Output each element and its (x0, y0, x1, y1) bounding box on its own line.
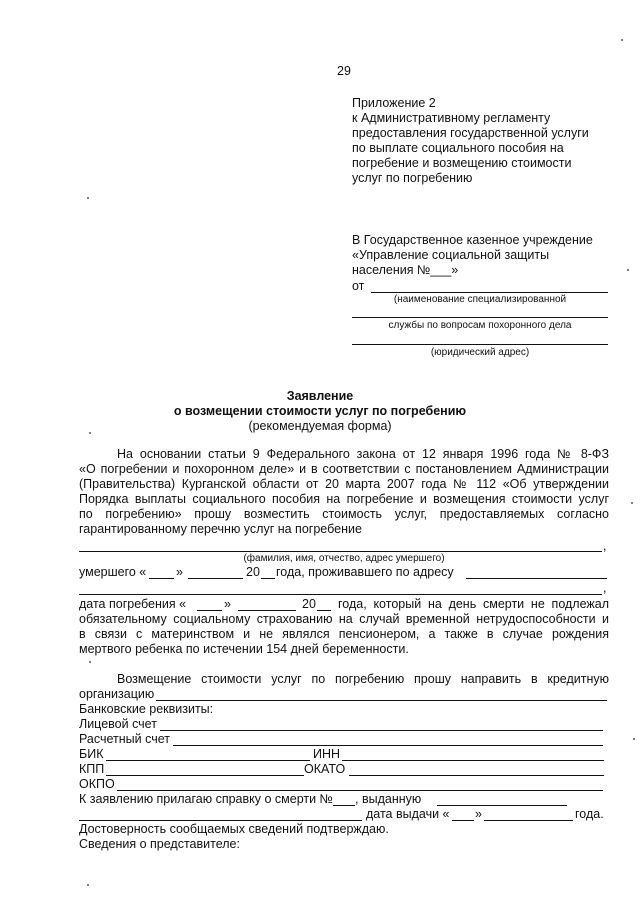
residence-address-line[interactable] (466, 578, 607, 579)
organization-label: организацию (79, 687, 155, 701)
scan-speck (87, 884, 89, 886)
appendix-line: по выплате социального пособия на (352, 141, 564, 155)
residence-label: года, проживавшего по адресу (276, 565, 454, 579)
certificate-number-line[interactable] (333, 805, 355, 806)
kpp-label: КПП (79, 762, 105, 776)
okpo-line[interactable] (117, 790, 603, 791)
issue-date-label: дата выдачи « (366, 807, 450, 821)
caption-service-name: (наименование специализированной (393, 294, 567, 305)
service-field-line[interactable] (352, 317, 608, 318)
deceased-name-line[interactable] (79, 551, 602, 552)
from-label: от (352, 279, 365, 293)
burial-year-line[interactable] (317, 610, 331, 611)
intro-line: «О погребении и похоронном деле» и в соответствии с постановлением Администрации (79, 462, 609, 476)
okato-label: ОКАТО (304, 762, 346, 776)
addressee-line: населения №___» (352, 263, 459, 277)
burial-line: в связи с материнством и не являлся пенсионером, а также в случае рождения (79, 627, 609, 641)
okpo-label: ОКПО (79, 777, 115, 791)
document-title-text: Заявление (286, 389, 354, 403)
intro-line: (Правительства) Курганской области от 20 марта 2007 года № 112 «Об утверждении (79, 477, 609, 491)
settlement-account-line[interactable] (173, 745, 603, 746)
document-title (0, 389, 640, 404)
death-month-line[interactable] (188, 578, 243, 579)
death-certificate-label: К заявлению прилагаю справку о смерти № (79, 792, 333, 806)
year-word: года. (575, 807, 604, 821)
burial-line: обязательному социальному страхованию на случай временной нетрудоспособности и (79, 612, 609, 626)
quote-close: » (224, 597, 231, 611)
bik-label: БИК (79, 747, 104, 761)
caption-funeral-service: службы по вопросам похоронного дела (388, 320, 572, 331)
intro-line: гарантированному перечню услуг на погребение (79, 522, 362, 536)
scan-speck (89, 432, 91, 434)
scan-speck (621, 39, 623, 41)
organization-line[interactable] (156, 700, 607, 701)
document-form-note: (рекомендуемая форма) (248, 419, 392, 433)
quote-close: » (475, 807, 482, 821)
from-field-line[interactable] (371, 292, 608, 293)
residence-address-line-2[interactable] (79, 594, 602, 595)
representative-label: Сведения о представителе: (79, 837, 240, 851)
document-subtitle-text: о возмещении стоимости услуг по погребению (173, 404, 467, 418)
burial-suffix: года, который на день смерти не подлежал (338, 597, 609, 611)
kpp-line[interactable] (106, 775, 304, 776)
personal-account-label: Лицевой счет (79, 717, 157, 731)
issued-label: , выданную (355, 792, 422, 806)
refund-line: Возмещение стоимости услуг по погребению прошу направить в кредитную (117, 672, 609, 686)
caption-legal-address: (юридический адрес) (430, 347, 530, 358)
comma-mark: , (603, 581, 607, 595)
intro-line: по погребению» прошу возместить стоимость услуг, предоставляемых согласно (79, 507, 609, 521)
appendix-line: погребение и возмещению стоимости (352, 156, 572, 170)
appendix-line: к Административному регламенту (352, 111, 551, 125)
intro-line: На основании статьи 9 Федерального закона от 12 января 1996 года № 8-ФЗ (117, 447, 609, 461)
bank-details-label: Банковские реквизиты: (79, 702, 214, 716)
quote-close: » (176, 565, 183, 579)
scan-speck (631, 502, 633, 504)
year-prefix: 20 (246, 565, 260, 579)
issued-by-line[interactable] (437, 805, 567, 806)
comma-mark: , (603, 539, 607, 553)
confirmation-text: Достоверность сообщаемых сведений подтверждаю. (79, 822, 389, 836)
address-field-line[interactable] (352, 344, 608, 345)
document-subtitle (0, 404, 640, 419)
year-prefix: 20 (302, 597, 316, 611)
death-day-line[interactable] (149, 578, 174, 579)
burial-line: мертвого ребенка по истечении 154 дней беременности. (79, 642, 409, 656)
intro-line: Порядка выплаты социального пособия на погребение и возмещения стоимости услуг (79, 492, 609, 506)
bik-line[interactable] (106, 760, 310, 761)
burial-month-line[interactable] (238, 610, 296, 611)
okato-line[interactable] (349, 775, 604, 776)
died-label: умершего « (79, 565, 147, 579)
scan-speck (627, 269, 629, 271)
inn-line[interactable] (342, 760, 604, 761)
burial-date-label: дата погребения « (79, 597, 187, 611)
appendix-title: Приложение 2 (352, 96, 436, 110)
appendix-line: предоставления государственной услуги (352, 126, 589, 140)
page-number: 29 (337, 64, 351, 78)
scan-speck (633, 738, 635, 740)
personal-account-line[interactable] (160, 730, 603, 731)
burial-day-line[interactable] (197, 610, 222, 611)
addressee-line: «Управление социальной защиты (352, 248, 550, 262)
death-year-line[interactable] (261, 578, 275, 579)
settlement-account-label: Расчетный счет (79, 732, 170, 746)
inn-label: ИНН (313, 747, 341, 761)
scan-speck (89, 661, 91, 663)
caption-deceased-name: (фамилия, имя, отчество, адрес умершего) (243, 553, 445, 564)
issue-month-year-line[interactable] (484, 820, 573, 821)
appendix-line: услуг по погребению (352, 171, 473, 185)
scan-speck (87, 197, 89, 199)
issued-by-line-2[interactable] (79, 820, 362, 821)
issue-day-line[interactable] (452, 820, 474, 821)
addressee-line: В Государственное казенное учреждение (352, 233, 593, 247)
